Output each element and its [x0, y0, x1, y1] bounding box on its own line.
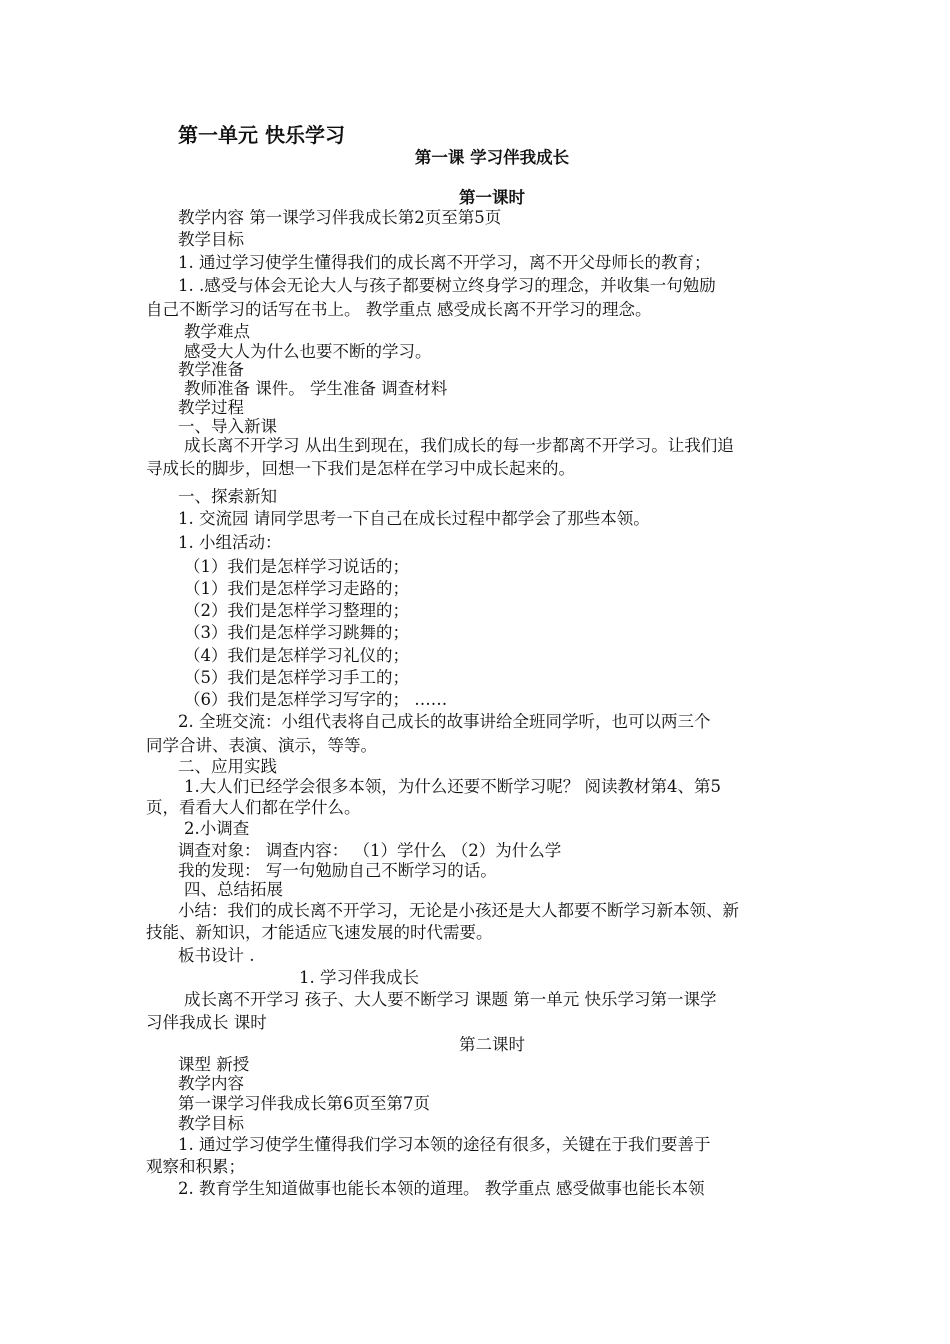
paragraph-line: 1. 小组活动： — [178, 533, 282, 552]
paragraph-line: 一、探索新知 — [178, 487, 277, 506]
paragraph-line: 习伴我成长 课时 — [146, 1013, 267, 1032]
paragraph-line: 2. 教育学生知道做事也能长本领的道理。 教学重点 感受做事也能长本领 — [178, 1179, 705, 1198]
paragraph-line: 1. .感受与体会无论大人与孩子都要树立终身学习的理念，并收集一句勉励 — [178, 276, 716, 295]
lesson-title: 第一课 学习伴我成长 — [414, 148, 570, 167]
paragraph-line: 一、导入新课 — [178, 417, 277, 436]
paragraph-line: 教学准备 — [178, 360, 244, 379]
list-item: （5）我们是怎样学习手工的； — [184, 668, 409, 687]
paragraph-line: 2. 全班交流：小组代表将自己成长的故事讲给全班同学听，也可以两三个 — [178, 712, 711, 731]
paragraph-line: 1.大人们已经学会很多本领，为什么还要不断学习呢？ 阅读教材第4、第5 — [184, 777, 721, 796]
list-item: （2）我们是怎样学习整理的； — [184, 601, 409, 620]
paragraph-line: 教师准备 课件。 学生准备 调查材料 — [184, 379, 448, 398]
paragraph-line: 寻成长的脚步，回想一下我们是怎样在学习中成长起来的。 — [146, 459, 575, 478]
paragraph-line: 技能、新知识，才能适应飞速发展的时代需要。 — [146, 923, 493, 942]
paragraph-line: 成长离不开学习 孩子、大人要不断学习 课题 第一单元 快乐学习第一课学 — [184, 990, 717, 1009]
paragraph-line: 1. 通过学习使学生懂得我们的成长离不开学习，离不开父母师长的教育； — [178, 253, 711, 272]
paragraph-line: 教学内容 — [178, 1074, 244, 1093]
paragraph-line: 页，看看大人们都在学什么。 — [146, 798, 361, 817]
list-item: （6）我们是怎样学习写字的； …… — [184, 690, 448, 709]
paragraph-line: 第一课学习伴我成长第6页至第7页 — [178, 1094, 430, 1113]
paragraph-line: 1. 交流园 请同学思考一下自己在成长过程中都学会了那些本领。 — [178, 509, 650, 528]
list-item: （1）我们是怎样学习走路的； — [184, 579, 409, 598]
list-item: （1）我们是怎样学习说话的； — [184, 557, 409, 576]
paragraph-line: 教学目标 — [178, 1114, 244, 1133]
paragraph-line: 我的发现： 写一句勉励自己不断学习的话。 — [178, 861, 497, 880]
paragraph-line: 小结：我们的成长离不开学习，无论是小孩还是大人都要不断学习新本领、新 — [178, 901, 739, 920]
paragraph-line: 教学内容 第一课学习伴我成长第2页至第5页 — [178, 208, 502, 227]
board-title: 1. 学习伴我成长 — [299, 968, 419, 987]
paragraph-line: 四、总结拓展 — [184, 880, 283, 899]
period1-heading: 第一课时 — [459, 188, 525, 207]
period2-heading: 第二课时 — [459, 1035, 525, 1054]
paragraph-line: 板书设计 . — [178, 946, 255, 965]
paragraph-line: 二、应用实践 — [178, 757, 277, 776]
paragraph-line: 教学难点 — [184, 322, 250, 341]
paragraph-line: 调查对象： 调查内容： （1）学什么 （2）为什么学 — [178, 841, 562, 860]
paragraph-line: 同学合讲、表演、演示，等等。 — [146, 736, 377, 755]
paragraph-line: 观察和积累； — [146, 1157, 245, 1176]
list-item: （3）我们是怎样学习跳舞的； — [184, 623, 409, 642]
paragraph-line: 1. 通过学习使学生懂得我们学习本领的途径有很多，关键在于我们要善于 — [178, 1135, 711, 1154]
paragraph-line: 教学目标 — [178, 230, 244, 249]
paragraph-line: 教学过程 — [178, 398, 244, 417]
paragraph-line: 自己不断学习的话写在书上。 教学重点 感受成长离不开学习的理念。 — [146, 300, 652, 319]
paragraph-line: 课型 新授 — [178, 1055, 250, 1074]
unit-title: 第一单元 快乐学习 — [178, 123, 345, 147]
list-item: （4）我们是怎样学习礼仪的； — [184, 646, 409, 665]
paragraph-line: 成长离不开学习 从出生到现在，我们成长的每一步都离不开学习。让我们追 — [184, 436, 734, 455]
paragraph-line: 感受大人为什么也要不断的学习。 — [184, 342, 432, 361]
paragraph-line: 2.小调查 — [184, 819, 250, 838]
